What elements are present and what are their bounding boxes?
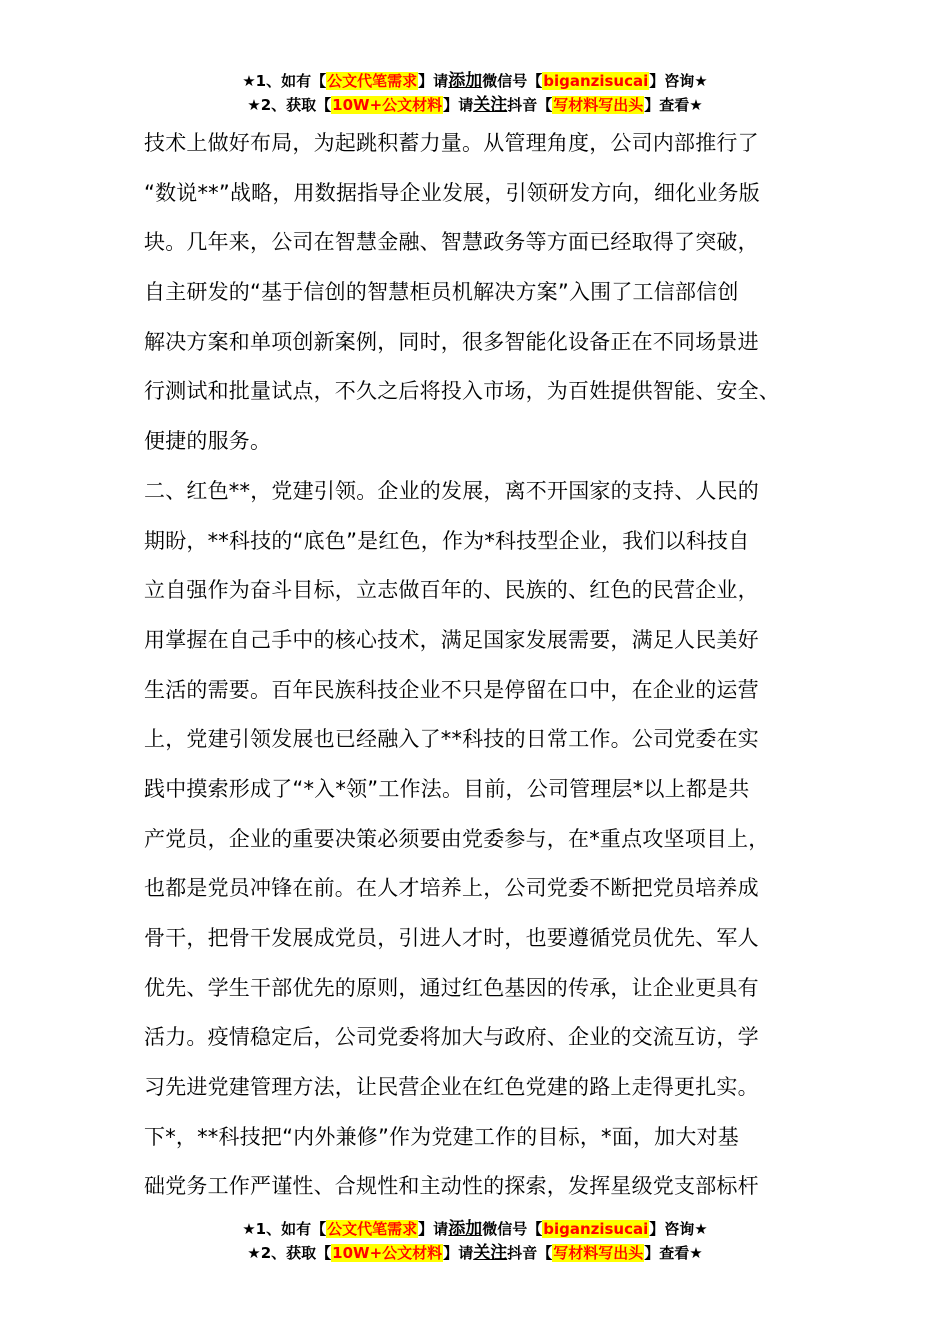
bracket: 】 [644, 96, 660, 114]
bracket: 【 [537, 96, 553, 114]
douyin-account-highlight: 写材料写出头 [553, 1244, 644, 1262]
body-line: “数说**”战略，用数据指导企业发展，引领研发方向，细化业务版 [144, 180, 760, 205]
bracket: 】 [443, 1244, 459, 1262]
body-line: 生活的需要。百年民族科技企业不只是停留在口中，在企业的运营 [144, 677, 759, 702]
header-banner [0, 69, 950, 117]
body-line: 用掌握在自己手中的核心技术，满足国家发展需要，满足人民美好 [144, 627, 759, 652]
highlight-service-text: 公文代笔需求 [327, 72, 418, 90]
banner-text: 咨询★ [664, 72, 708, 90]
banner-text: 查看★ [659, 1244, 703, 1262]
highlight-service-text: 公文代笔需求 [327, 1220, 418, 1238]
banner-text: ★2、获取 [247, 96, 317, 114]
bracket: 【 [316, 1244, 332, 1262]
bracket: 【 [311, 72, 327, 90]
wechat-id-highlight: biganzisucai [543, 72, 649, 90]
body-line: 上，党建引领发展也已经融入了**科技的日常工作。公司党委在实 [144, 727, 759, 752]
bracket: 【 [527, 72, 543, 90]
body-line: 立自强作为奋斗目标，立志做百年的、民族的、红色的民营企业， [144, 578, 759, 603]
body-line: 块。几年来，公司在智慧金融、智慧政务等方面已经取得了突破， [144, 230, 759, 255]
body-line: 活力。疫情稳定后，公司党委将加大与政府、企业的交流互访，学 [144, 1025, 759, 1050]
wechat-id-highlight: biganzisucai [543, 1220, 649, 1238]
bracket: 【 [537, 1244, 553, 1262]
banner-text: 请 [433, 1220, 449, 1238]
banner-line-2 [0, 93, 950, 117]
body-line: 便捷的服务。 [144, 429, 272, 454]
banner-line-2 [0, 1241, 950, 1265]
bracket: 】 [649, 1220, 665, 1238]
section-heading-line: 二、红色**，党建引领。企业的发展，离不开国家的支持、人民的 [144, 478, 759, 503]
emphasis-text: 关注 [473, 95, 508, 115]
emphasis-text: 关注 [473, 1243, 508, 1263]
body-line: 自主研发的“基于信创的智慧柜员机解决方案”入围了工信部信创 [144, 280, 739, 305]
highlight-materials-text: 10W+公文材料 [332, 1244, 443, 1262]
bracket: 】 [418, 1220, 434, 1238]
banner-text: 请 [458, 1244, 474, 1262]
body-line: 下*，**科技把“内外兼修”作为党建工作的目标，*面，加大对基 [144, 1124, 739, 1149]
body-line: 解决方案和单项创新案例，同时，很多智能化设备正在不同场景进 [144, 329, 759, 354]
banner-text: 请 [458, 96, 474, 114]
body-line: 期盼，**科技的“底色”是红色，作为*科技型企业，我们以科技自 [144, 528, 750, 553]
body-line: 优先、学生干部优先的原则，通过红色基因的传承，让企业更具有 [144, 975, 759, 1000]
banner-text: 请 [433, 72, 449, 90]
bracket: 】 [443, 96, 459, 114]
body-line: 技术上做好布局，为起跳积蓄力量。从管理角度，公司内部推行了 [144, 131, 759, 155]
banner-text: ★2、获取 [247, 1244, 317, 1262]
document-body [144, 119, 834, 1212]
bracket: 【 [311, 1220, 327, 1238]
footer-banner [0, 1217, 950, 1265]
body-line: 也都是党员冲锋在前。在人才培养上，公司党委不断把党员培养成 [144, 876, 759, 901]
banner-line-1 [0, 1217, 950, 1241]
banner-text: ★1、如有 [242, 72, 312, 90]
bracket: 【 [316, 96, 332, 114]
body-line: 骨干，把骨干发展成党员，引进人才时，也要遵循党员优先、军人 [144, 926, 759, 950]
bracket: 】 [644, 1244, 660, 1262]
douyin-account-highlight: 写材料写出头 [553, 96, 644, 114]
body-line: 习先进党建管理方法，让民营企业在红色党建的路上走得更扎实。 [144, 1075, 759, 1100]
banner-line-1 [0, 69, 950, 93]
emphasis-text: 添加 [448, 1219, 483, 1239]
banner-text: 微信号 [482, 1220, 528, 1238]
banner-text: 查看★ [659, 96, 703, 114]
body-line: 行测试和批量试点，不久之后将投入市场，为百姓提供智能、安全、 [144, 379, 780, 404]
banner-text: ★1、如有 [242, 1220, 312, 1238]
highlight-materials-text: 10W+公文材料 [332, 96, 443, 114]
banner-text: 微信号 [482, 72, 528, 90]
bracket: 】 [649, 72, 665, 90]
bracket: 】 [418, 72, 434, 90]
banner-text: 抖音 [507, 1244, 538, 1262]
bracket: 【 [527, 1220, 543, 1238]
body-line: 践中摸索形成了“*入*领”工作法。目前，公司管理层*以上都是共 [144, 776, 750, 801]
body-line: 产党员，企业的重要决策必须要由党委参与，在*重点攻坚项目上， [144, 826, 770, 851]
emphasis-text: 添加 [448, 71, 483, 91]
banner-text: 咨询★ [664, 1220, 708, 1238]
body-line: 础党务工作严谨性、合规性和主动性的探索，发挥星级党支部标杆 [144, 1174, 759, 1199]
banner-text: 抖音 [507, 96, 538, 114]
